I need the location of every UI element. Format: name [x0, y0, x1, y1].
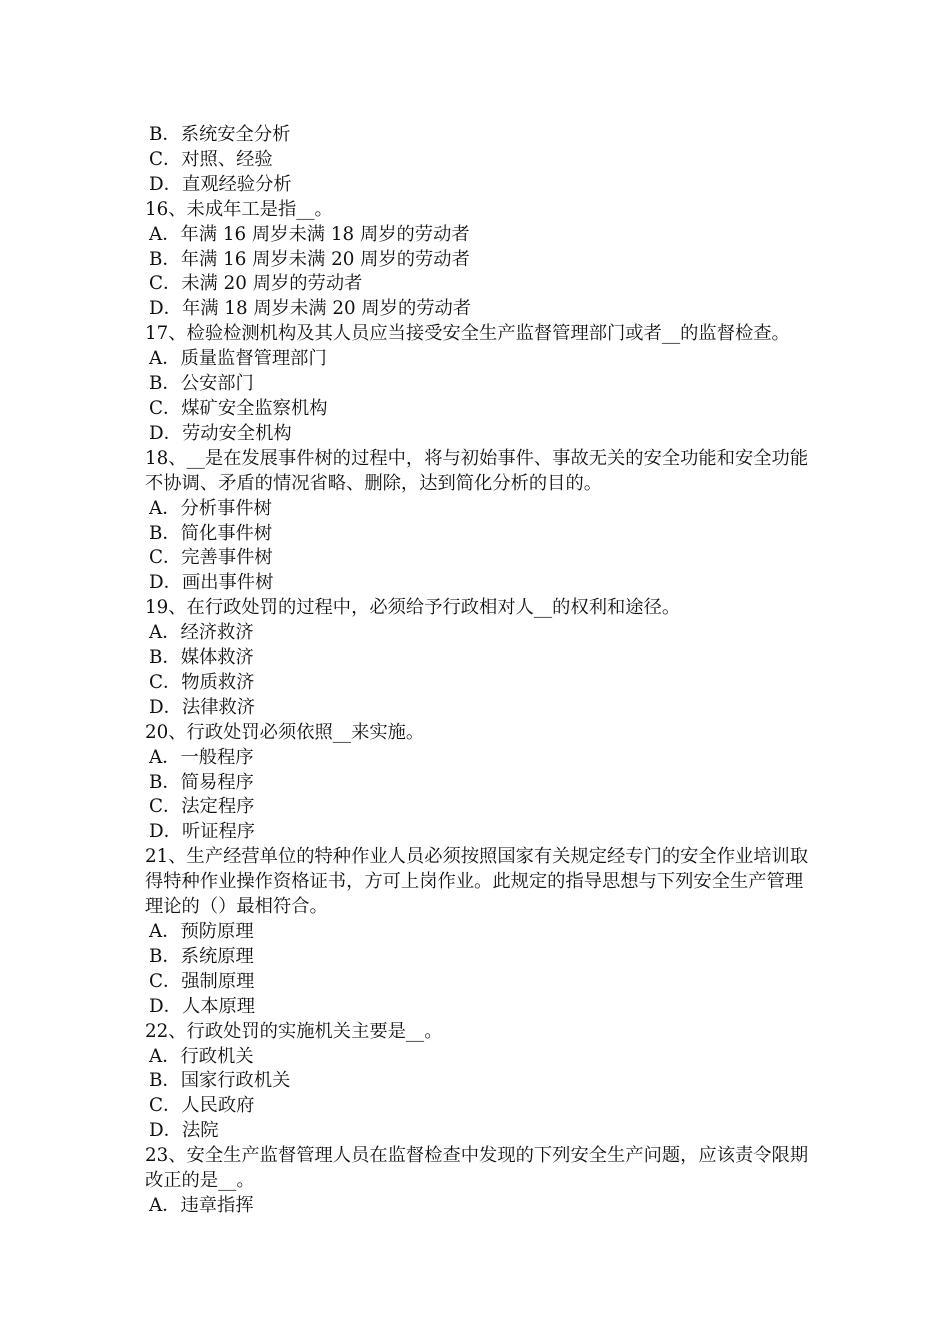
question-text: 17、检验检测机构及其人员应当接受安全生产监督管理部门或者__的监督检查。 [145, 323, 790, 345]
question-text: 16、未成年工是指__。 [145, 198, 333, 220]
answer-option: B．媒体救济 [149, 647, 254, 669]
answer-option: B．国家行政机关 [149, 1070, 291, 1092]
answer-option: D．法律救济 [149, 696, 256, 718]
answer-option: C．对照、经验 [149, 148, 273, 170]
answer-option: D．听证程序 [149, 821, 256, 843]
answer-option: C．人民政府 [149, 1095, 255, 1117]
answer-option: A．预防原理 [149, 921, 254, 942]
question-text: 22、行政处罚的实施机关主要是__。 [145, 1020, 443, 1042]
answer-option: C．强制原理 [149, 970, 255, 992]
answer-option: A．行政机关 [149, 1045, 254, 1067]
answer-option: B．系统安全分析 [149, 124, 291, 145]
document-page [145, 123, 815, 1219]
answer-option: B．系统原理 [149, 945, 254, 967]
answer-option: A．经济救济 [149, 622, 254, 644]
answer-option: D．法院 [149, 1120, 219, 1142]
answer-option: A．违章指挥 [149, 1194, 254, 1216]
answer-option: D．年满 18 周岁未满 20 周岁的劳动者 [149, 298, 472, 320]
question-text: 18、__是在发展事件树的过程中，将与初始事件、事故无关的安全功能和安全功能不协调、矛盾的情况省略、删除，达到简化分析的目的。 [145, 447, 809, 494]
answer-option: A．分析事件树 [149, 497, 272, 519]
answer-option: B．简易程序 [149, 771, 254, 793]
question-text: 21、生产经营单位的特种作业人员必须按照国家有关规定经专门的安全作业培训取得特种作业操作资格证书，方可上岗作业。此规定的指导思想与下列安全生产管理理论的（）最相符合。 [145, 846, 809, 918]
answer-option: D．人本原理 [149, 995, 256, 1017]
answer-option: D．直观经验分析 [149, 173, 292, 195]
answer-option: D．画出事件树 [149, 572, 274, 594]
question-text: 20、行政处罚必须依照__来实施。 [145, 721, 425, 743]
answer-option: A．质量监督管理部门 [149, 348, 327, 370]
answer-option: C．未满 20 周岁的劳动者 [149, 273, 363, 295]
answer-option: C．煤矿安全监察机构 [149, 397, 328, 419]
question-text: 19、在行政处罚的过程中，必须给予行政相对人__的权利和途径。 [145, 597, 681, 619]
answer-option: D．劳动安全机构 [149, 422, 292, 444]
answer-option: B．公安部门 [149, 373, 254, 395]
answer-option: A．年满 16 周岁未满 18 周岁的劳动者 [149, 223, 470, 245]
answer-option: C．法定程序 [149, 796, 255, 818]
answer-option: A．一般程序 [149, 746, 254, 768]
question-text: 23、安全生产监督管理人员在监督检查中发现的下列安全生产问题，应该责令限期改正的是__。 [145, 1145, 809, 1192]
answer-option: C．物质救济 [149, 671, 255, 693]
answer-option: C．完善事件树 [149, 547, 273, 569]
answer-option: B．年满 16 周岁未满 20 周岁的劳动者 [149, 248, 470, 270]
answer-option: B．简化事件树 [149, 522, 273, 544]
